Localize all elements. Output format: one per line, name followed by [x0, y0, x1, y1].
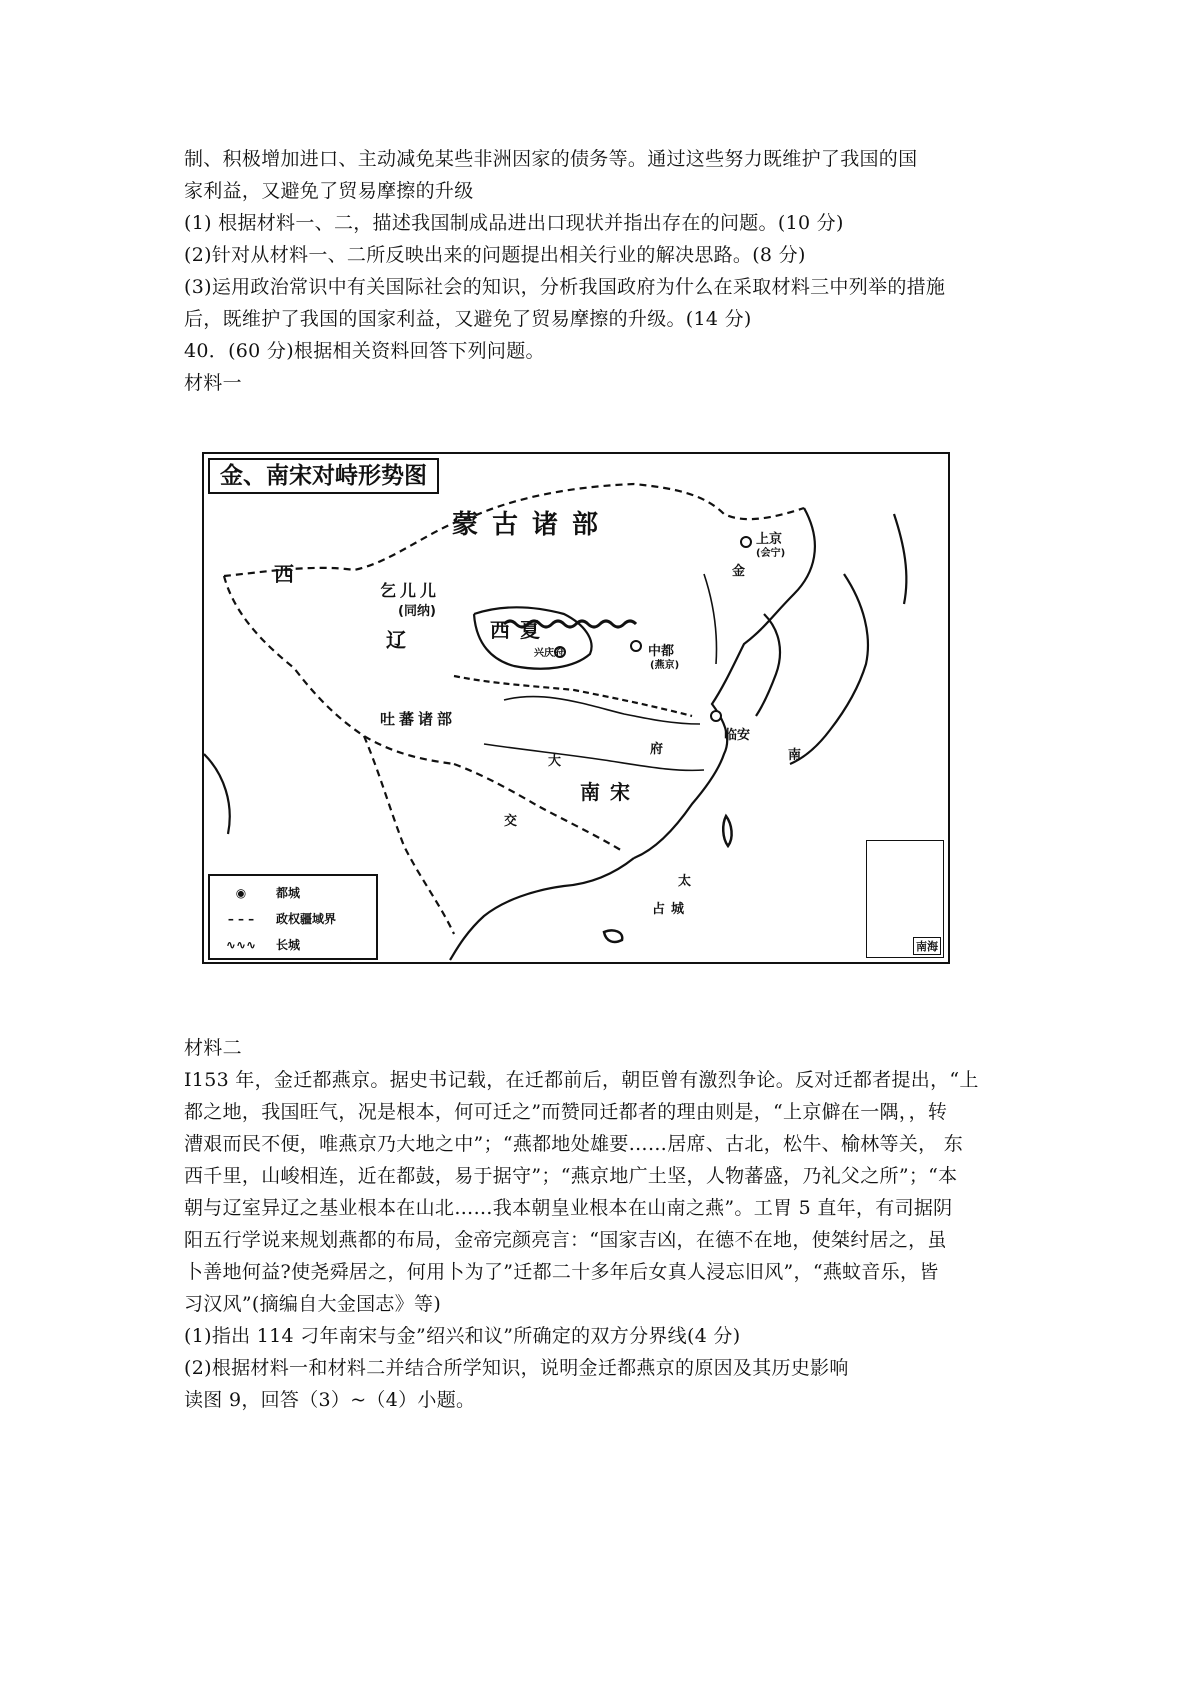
question-2: (2)针对从材料一、二所反映出来的问题提出相关行业的解决思路。(8 分) — [184, 244, 806, 266]
legend-wall: ∿∿∿ 长城 — [218, 934, 300, 954]
figure-9-prompt: 读图 9，回答（3）~（4）小题。 — [184, 1389, 476, 1411]
text-line: 漕艰而民不便，唯燕京乃大地之中”；“燕都地处雄要……居席、古北，松牛、榆林等关， 东 — [184, 1133, 964, 1155]
legend-capital: ◉ 都城 — [218, 882, 300, 902]
label-dali: 大 — [548, 754, 562, 769]
label-tai: 太 — [678, 874, 692, 889]
label-mongol: 蒙古诸部 — [452, 510, 613, 540]
label-qiangu-sub: (同纳) — [398, 604, 436, 619]
question-3-cont: 后，既维护了我国的国家利益，又避免了贸易摩擦的升级。(14 分) — [184, 308, 752, 330]
label-west: 西 — [274, 562, 304, 586]
text-line: 都之地，我国旺气，况是根本，何可迁之”而赞同迁都者的理由则是，“上京僻在一隅，，转 — [184, 1101, 948, 1123]
text-line: 卜善地何益?使尧舜居之，何用卜为了”迁都二十多年后女真人浸忘旧风”，“燕蚊音乐，皆 — [184, 1261, 939, 1283]
jin-song-map — [202, 452, 950, 964]
material-one-heading: 材料一 — [184, 372, 242, 394]
text-line: 阳五行学说来规划燕都的布局，金帝完颜亮言：“国家吉凶，在德不在地，使桀纣居之，虽 — [184, 1229, 947, 1251]
label-zhongdu-sub: (燕京) — [650, 660, 680, 671]
label-liao: 辽 — [386, 628, 416, 652]
south-sea-inset — [866, 840, 944, 958]
label-xixia: 西夏 — [490, 618, 550, 642]
question-40-2: (2)根据材料一和材料二并结合所学知识，说明金迁都燕京的原因及其历史影响 — [184, 1357, 849, 1379]
top-text-block — [184, 143, 1064, 399]
label-jin: 金 — [732, 564, 746, 579]
text-line: 制、积极增加进口、主动减免某些非洲因家的债务等。通过这些努力既维护了我国的国 — [184, 148, 918, 170]
question-3: (3)运用政治常识中有关国际社会的知识，分析我国政府为什么在采取材料三中列举的措施 — [184, 276, 946, 298]
label-jiaozhi: 交 — [504, 814, 518, 829]
inset-label: 南海 — [913, 937, 941, 955]
label-fu: 府 — [650, 742, 664, 757]
label-shangjing: 上京 — [756, 532, 783, 547]
label-linan: 临安 — [724, 728, 751, 743]
material-two-heading: 材料二 — [184, 1037, 242, 1059]
question-40-1: (1)指出 114 刁年南宋与金”绍兴和议”所确定的双方分界线(4 分) — [184, 1325, 741, 1347]
text-line: 家利益，又避免了贸易摩擦的升级 — [184, 180, 474, 202]
label-tubo: 吐蕃诸部 — [380, 710, 457, 728]
label-southern-song: 南宋 — [580, 780, 640, 804]
text-line: 习汉风”(摘编自大金国志》等) — [184, 1293, 442, 1315]
text-line: I153 年，金迁都燕京。据史书记载，在迁都前后，朝臣曾有激烈争论。反对迁都者提出，“上 — [184, 1069, 979, 1091]
text-line: 朝与辽室异辽之基业根本在山北……我本朝皇业根本在山南之燕”。工胃 5 直年，有司据阴 — [184, 1197, 953, 1219]
label-nan: 南 — [788, 748, 802, 763]
label-xingqing: 兴庆府 — [534, 648, 564, 659]
map-legend — [208, 874, 378, 960]
question-1: (1) 根据材料一、二，描述我国制成品进出口现状并指出存在的问题。(10 分) — [184, 212, 844, 234]
label-zhongdu: 中都 — [648, 644, 675, 659]
label-zhan: 占城 — [652, 902, 691, 917]
label-shangjing-sub: (会宁) — [756, 548, 786, 559]
text-line: 西千里，山峻相连，近在都鼓，易于据守”；“燕京地广土坚，人物蕃盛，乃礼父之所”；“本 — [184, 1165, 958, 1187]
legend-boundary: – – – 政权疆域界 — [218, 908, 336, 928]
wavy-line-icon: ∿∿∿ — [225, 937, 257, 952]
bottom-text-block — [184, 1032, 1064, 1416]
map-title: 金、南宋对峙形势图 — [208, 458, 439, 494]
dashed-line-icon: – – – — [227, 911, 255, 926]
capital-symbol-icon: ◉ — [235, 885, 247, 900]
label-qiangu: 乞儿儿 — [380, 581, 441, 600]
question-40-heading: 40．(60 分)根据相关资料回答下列问题。 — [184, 340, 545, 362]
